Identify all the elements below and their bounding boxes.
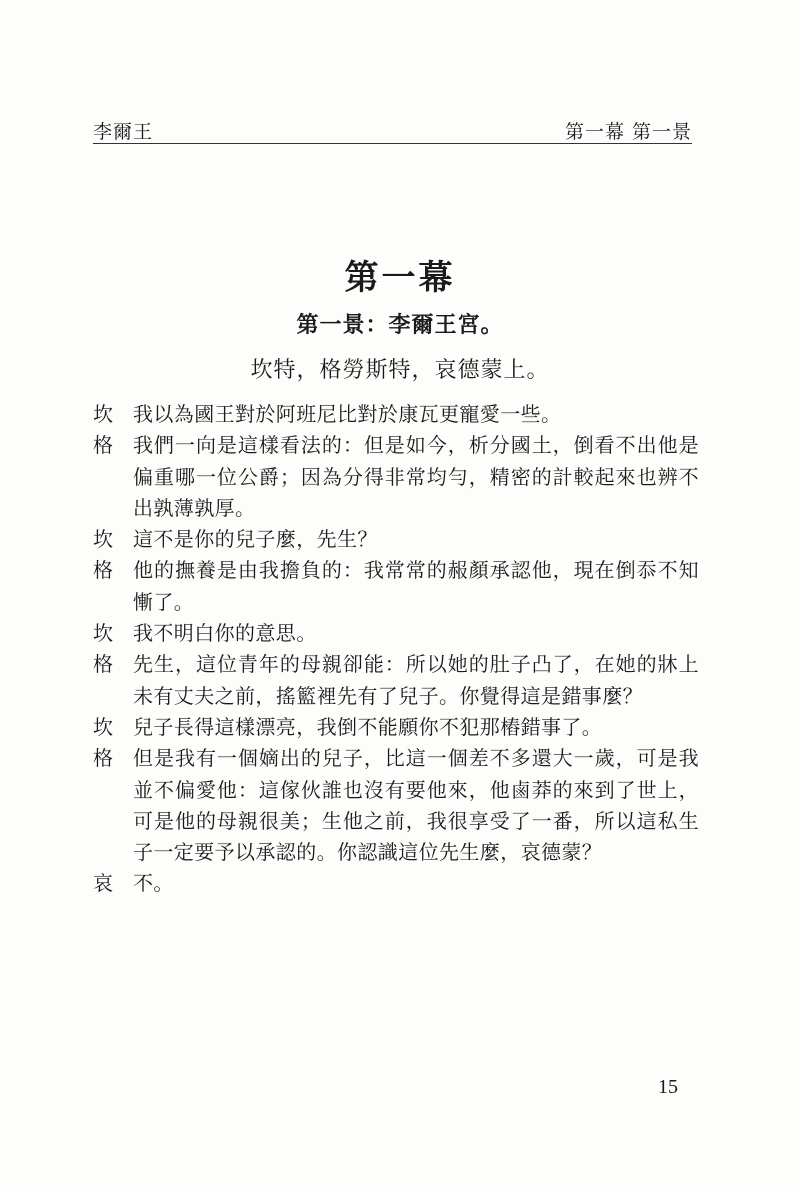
speech-text: 我們一向是這樣看法的：但是如今，析分國土，倒看不出他是偏重哪一位公爵；因為分得非常均勻，精密的計較起來也辨不出孰薄孰厚。 bbox=[133, 433, 699, 520]
speaker-label: 坎 bbox=[93, 402, 113, 426]
dialogue-line bbox=[93, 743, 699, 868]
speaker-label: 格 bbox=[93, 652, 113, 677]
speaker-label: 哀 bbox=[93, 871, 113, 896]
speech-text: 這不是你的兒子麼，先生？ bbox=[133, 527, 378, 552]
speaker-label: 坎 bbox=[93, 714, 113, 739]
header-book-title: 李爾王 bbox=[93, 121, 154, 143]
speech-text: 他的撫養是由我擔負的：我常常的赧顏承認他，現在倒忝不知慚了。 bbox=[133, 558, 699, 614]
dialogue-line bbox=[93, 399, 699, 430]
speech-text: 先生，這位青年的母親卻能：所以她的肚子凸了，在她的牀上未有丈夫之前，搖籃裡先有了兒子。你覺得這是錯事麼？ bbox=[133, 652, 699, 708]
dialogue bbox=[93, 399, 699, 900]
act-title: 第一幕 bbox=[344, 258, 456, 298]
speaker-label: 格 bbox=[93, 558, 113, 583]
speech-text: 不。 bbox=[133, 871, 174, 896]
speech-text: 但是我有一個嫡出的兒子，比這一個差不多還大一歲，可是我並不偏愛他：這傢伙誰也沒有要他來，他鹵莽的來到了世上，可是他的母親很美；生他之前，我很享受了一番，所以這私生子一定要予以承認的。你認識這位先生麼，哀德蒙？ bbox=[133, 746, 699, 865]
page-number: 15 bbox=[658, 1076, 678, 1098]
speaker-label: 坎 bbox=[93, 527, 113, 552]
dialogue-line bbox=[93, 524, 699, 555]
dialogue-line bbox=[93, 555, 699, 618]
speaker-label: 格 bbox=[93, 433, 113, 458]
speech-text: 我不明白你的意思。 bbox=[133, 621, 317, 646]
header-section: 第一幕 第一景 bbox=[564, 121, 692, 143]
speech-text: 兒子長得這樣漂亮，我倒不能願你不犯那樁錯事了。 bbox=[133, 714, 603, 739]
speaker-label: 坎 bbox=[93, 621, 113, 646]
dialogue-line bbox=[93, 649, 699, 712]
dialogue-line bbox=[93, 618, 699, 649]
speech-text: 我以為國王對於阿班尼比對於康瓦更寵愛一些。 bbox=[133, 402, 562, 426]
dialogue-line bbox=[93, 712, 699, 743]
scene-title: 第一景：李爾王宮。 bbox=[296, 313, 504, 338]
dialogue-line bbox=[93, 868, 699, 899]
stage-direction: 坎特，格勞斯特，哀德蒙上。 bbox=[250, 358, 550, 383]
running-header bbox=[93, 113, 692, 145]
header-rule bbox=[93, 143, 692, 144]
speaker-label: 格 bbox=[93, 746, 113, 771]
dialogue-line bbox=[93, 430, 699, 524]
